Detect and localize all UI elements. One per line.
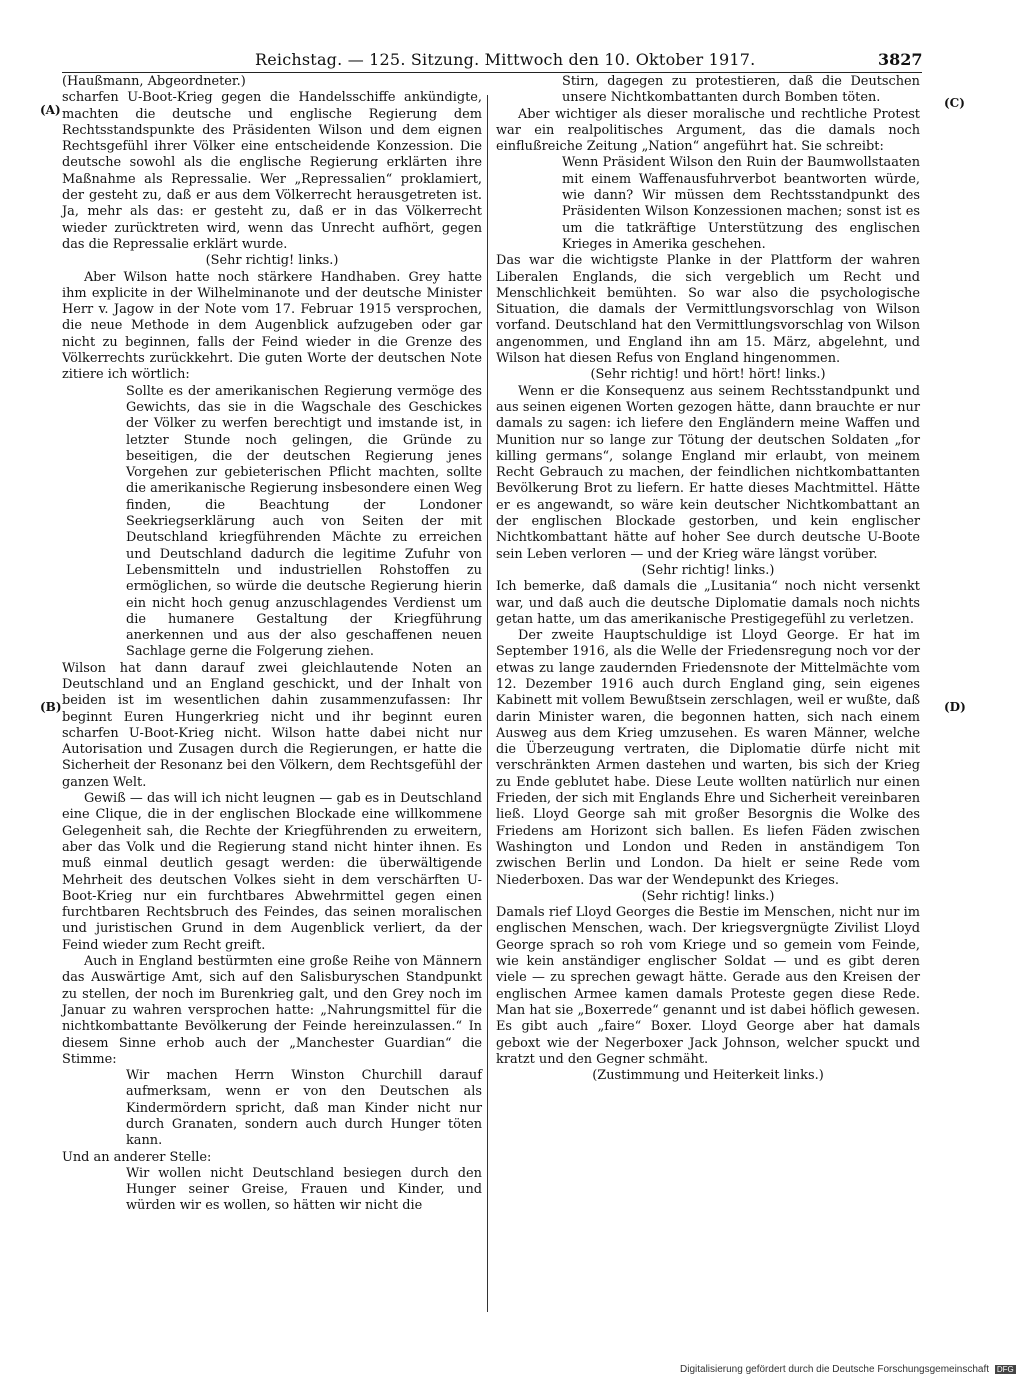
paragraph: Und an anderer Stelle: bbox=[62, 1149, 212, 1165]
quotation: Wir machen Herrn Winston Churchill darauf aufmerksam, wenn er von den Deutschen als Kindermördern spricht, daß man Kinder nicht nur durch Granaten, sondern auch durch Hunger töten kann. bbox=[126, 1068, 482, 1149]
paragraph: Gewiß — das will ich nicht leugnen — gab es in Deutschland eine Clique, die in der englischen Blockade eine willkommene Gelegenheit sah, die Rechte der Kriegführenden zu erweitern, aber das Volk und die Regierung stand nicht hinter ihnen. Es muß einmal deutlich gesagt werden: die überwältigende Mehrheit des deutschen Volkes sieht in dem verschärften U-Boot-Krieg nur ein furchtbares Abwehrmittel gegen einen furchtbaren Rechtsbruch des Feindes, das seinen moralischen und juristischen Grund in dem Augenblick verliert, da der Feind wieder zum Recht greift. bbox=[62, 791, 482, 953]
paragraph: Auch in England bestürmten eine große Reihe von Männern das Auswärtige Amt, sich auf den Salisburyschen Standpunkt zu stellen, der noch im Burenkrieg galt, und den Grey noch im Januar zu wahren versprochen hatte: „Nahrungsmittel für die nichtkombattante Bevölkerung der Feinde hereinzulassen.“ In diesem Sinne erhob auch der „Manchester Guardian“ die Stimme: bbox=[62, 954, 482, 1067]
footer bbox=[680, 1364, 1016, 1375]
interjection: (Zustimmung und Heiterkeit links.) bbox=[592, 1068, 824, 1084]
paragraph: Aber wichtiger als dieser moralische und rechtliche Protest war ein realpolitisches Argument, das die damals noch einflußreiche Zeitung „Nation“ angeführt hat. Sie schreibt: bbox=[496, 106, 920, 155]
interjection: (Sehr richtig! links.) bbox=[641, 562, 775, 578]
left-column bbox=[62, 74, 482, 1215]
interjection: (Sehr richtig! und hört! hört! links.) bbox=[590, 367, 826, 383]
margin-marker-c: (C) bbox=[944, 96, 965, 110]
paragraph: Aber Wilson hatte noch stärkere Handhaben. Grey hatte ihm explicite in der Wilhelminanote und der deutsche Minister Herr v. Jagow in der Note vom 17. Februar 1915 versprochen, die neue Methode in dem Augenblick aufzugeben oder gar nicht zu beginnen, falls der Feind wieder in die Grenze des Völkerrechts zurückkehrt. Die guten Worte der deutschen Note zitiere ich wörtlich: bbox=[62, 269, 482, 383]
quotation: Stirn, dagegen zu protestieren, daß die Deutschen unsere Nichtkombattanten durch Bomben töten. bbox=[562, 74, 920, 106]
column-divider bbox=[487, 95, 488, 1312]
header-rule bbox=[62, 72, 922, 73]
paragraph: Der zweite Hauptschuldige ist Lloyd George. Er hat im September 1916, als die Welle der Friedensregung noch vor der etwas zu lange zaudernden Friedensnote der Mittelmächte vom 12. Dezember 1916 auch durch England ging, sein eigenes Kabinett mit vollem Bewußtsein zerschlagen, weil er wußte, daß darin Minister waren, die begonnen hatten, sich nach einem Ausweg aus dem Krieg umzusehen. Es waren Männer, welche die Überzeugung vertraten, die Diplomatie dürfe nicht mit verschränkten Armen dastehen und warten, bis sich der Krieg zu Ende geblutet habe. Diese Leute wollten natürlich nur einen Frieden, der sich mit Englands Ehre und Sicherheit vereinbaren ließ. Lloyd George sah mit großer Besorgnis die Wolke des Friedens am Horizont sich ballen. Es liefen Fäden zwischen Washington und London und Reden in anständigem Ton zwischen Berlin und London. Da hielt er seine Rede vom Niederboxen. Das war der Wendepunkt des Krieges. bbox=[496, 628, 920, 888]
margin-marker-d: (D) bbox=[944, 700, 966, 714]
paragraph: scharfen U-Boot-Krieg gegen die Handelsschiffe ankündigte, machten die deutsche und englische Regierung dem Rechtsstandspunkte des Präsidenten Wilson und dem eignen Rechtsgefühl ihrer Völker eine entscheidende Konzession. Die deutsche sowohl als die englische Regierung erklärten ihre Maßnahme als Repressalie. Wer „Repressalien“ proklamiert, der gesteht zu, daß er aus dem Völkerrecht herausgetreten ist. Ja, mehr als das: er gesteht zu, daß er in das Völkerrecht wieder zurücktreten wird, wenn das Unrecht aufhört, gegen das die Repressalie erklärt wurde. bbox=[62, 90, 482, 252]
interjection: (Sehr richtig! links.) bbox=[641, 888, 775, 904]
quotation: Wir wollen nicht Deutschland besiegen durch den Hunger seiner Greise, Frauen und Kinder, und würden wir es wollen, so hätten wir nicht die bbox=[126, 1165, 482, 1214]
quotation: Sollte es der amerikanischen Regierung vermöge des Gewichts, das sie in die Wagschale des Geschickes der Völker zu werfen berechtigt und imstande ist, in letzter Stunde noch gelingen, die Gründe zu beseitigen, die der deutschen Regierung jenes Vorgehen zur gebieterischen Pflicht machten, sollte die amerikanische Regierung insbesondere einen Weg finden, die Beachtung der Londoner Seekriegserklärung auch von Seiten der mit Deutschland kriegführenden Mächte zu erreichen und Deutschland dadurch die legitime Zufuhr von Lebensmitteln und industriellen Rohstoffen zu ermöglichen, so würde die deutsche Regierung hierin ein nicht hoch genug anzuschlagendes Verdienst um die humanere Gestaltung der Kriegführung anerkennen und aus der also geschaffenen neuen Sachlage gerne die Folgerung ziehen. bbox=[126, 383, 482, 660]
paragraph: Wilson hat dann darauf zwei gleichlautende Noten an Deutschland und an England geschickt, und der Inhalt von beiden ist im wesentlichen dahin zusammenzufassen: Ihr beginnt Euren Hungerkrieg nicht und ihr beginnt euren scharfen U-Boot-Krieg nicht. Wilson hatte dabei nicht nur Autorisation und Zusagen durch die Regierungen, er hatte die Sicherheit der Resonanz bei den Völkern, dem Rechtsgefühl der ganzen Welt. bbox=[62, 660, 482, 790]
footer-text: Digitalisierung gefördert durch die Deutsche Forschungsgemeinschaft bbox=[680, 1364, 990, 1375]
running-head: Reichstag. — 125. Sitzung. Mittwoch den 10. Oktober 1917. bbox=[255, 50, 756, 69]
paragraph: Damals rief Lloyd Georges die Bestie im Menschen, nicht nur im englischen Menschen, wach. Der kriegsvergnügte Zivilist Lloyd George sprach so roh vom Kriege und so gemein vom Feinde, wie kein anständiger englischer Soldat — und es gibt deren viele — zu sprechen gewagt hätte. Gerade aus den Kreisen der englischen Armee kamen damals Proteste gegen diese Rede. Man hat sie „Boxerrede“ genannt und ist dabei höflich gewesen. Es gibt auch „faire“ Boxer. Lloyd George aber hat damals geboxt wie der Negerboxer Jack Johnson, welcher spuckt und kratzt und den Gegner schmäht. bbox=[496, 905, 920, 1067]
margin-marker-b: (B) bbox=[40, 700, 62, 714]
page-number: 3827 bbox=[878, 50, 923, 69]
page-header bbox=[0, 0, 1000, 70]
speaker-label: (Haußmann, Abgeordneter.) bbox=[62, 74, 246, 89]
paragraph: Wenn er die Konsequenz aus seinem Rechtsstandpunkt und aus seinen eigenen Worten gezogen hätte, dann brauchte er nur damals zu sagen: ich liefere den Engländern meine Waffen und Munition nur so lange zur Tötung der deutschen Soldaten „for killing germans“, solange England mir erlaubt, von meinem Recht Gebrauch zu machen, der feindlichen nichtkombattanten Bevölkerung Brot zu liefern. Er hatte dieses Machtmittel. Hätte er es angewandt, so wäre kein deutscher Nichtkombattant an der englischen Blockade gestorben, und kein englischer Nichtkombattant hätte auf hoher See durch deutsche U-Boote sein Leben verloren — und der Krieg wäre längst vorüber. bbox=[496, 383, 920, 562]
paragraph: Das war die wichtigste Planke in der Plattform der wahren Liberalen Englands, die sich vergeblich um Recht und Menschlichkeit bemühten. So war also die psychologische Situation, die damals der Vermittlungsvorschlag von Wilson vorfand. Deutschland hat den Vermittlungsvorschlag von Wilson angenommen, und England ihn am 15. März, abgelehnt, und Wilson hat diesen Refus von England hingenommen. bbox=[496, 253, 920, 367]
margin-marker-a: (A) bbox=[40, 103, 61, 117]
right-column bbox=[496, 74, 920, 1084]
interjection: (Sehr richtig! links.) bbox=[205, 253, 339, 269]
quotation: Wenn Präsident Wilson den Ruin der Baumwollstaaten mit einem Waffenausfuhrverbot beantworten würde, wie dann? Wir müssen dem Rechtsstandpunkt des Präsidenten Wilson Konzessionen machen; sonst ist es um die tatkräftige Unterstützung des englischen Krieges in Amerika geschehen. bbox=[562, 155, 920, 252]
dfg-logo: DFG bbox=[996, 1365, 1014, 1374]
paragraph: Ich bemerke, daß damals die „Lusitania“ noch nicht versenkt war, und daß auch die deutsche Diplomatie damals noch nichts getan hatte, um das amerikanische Prestigegefühl zu verletzen. bbox=[496, 579, 920, 627]
